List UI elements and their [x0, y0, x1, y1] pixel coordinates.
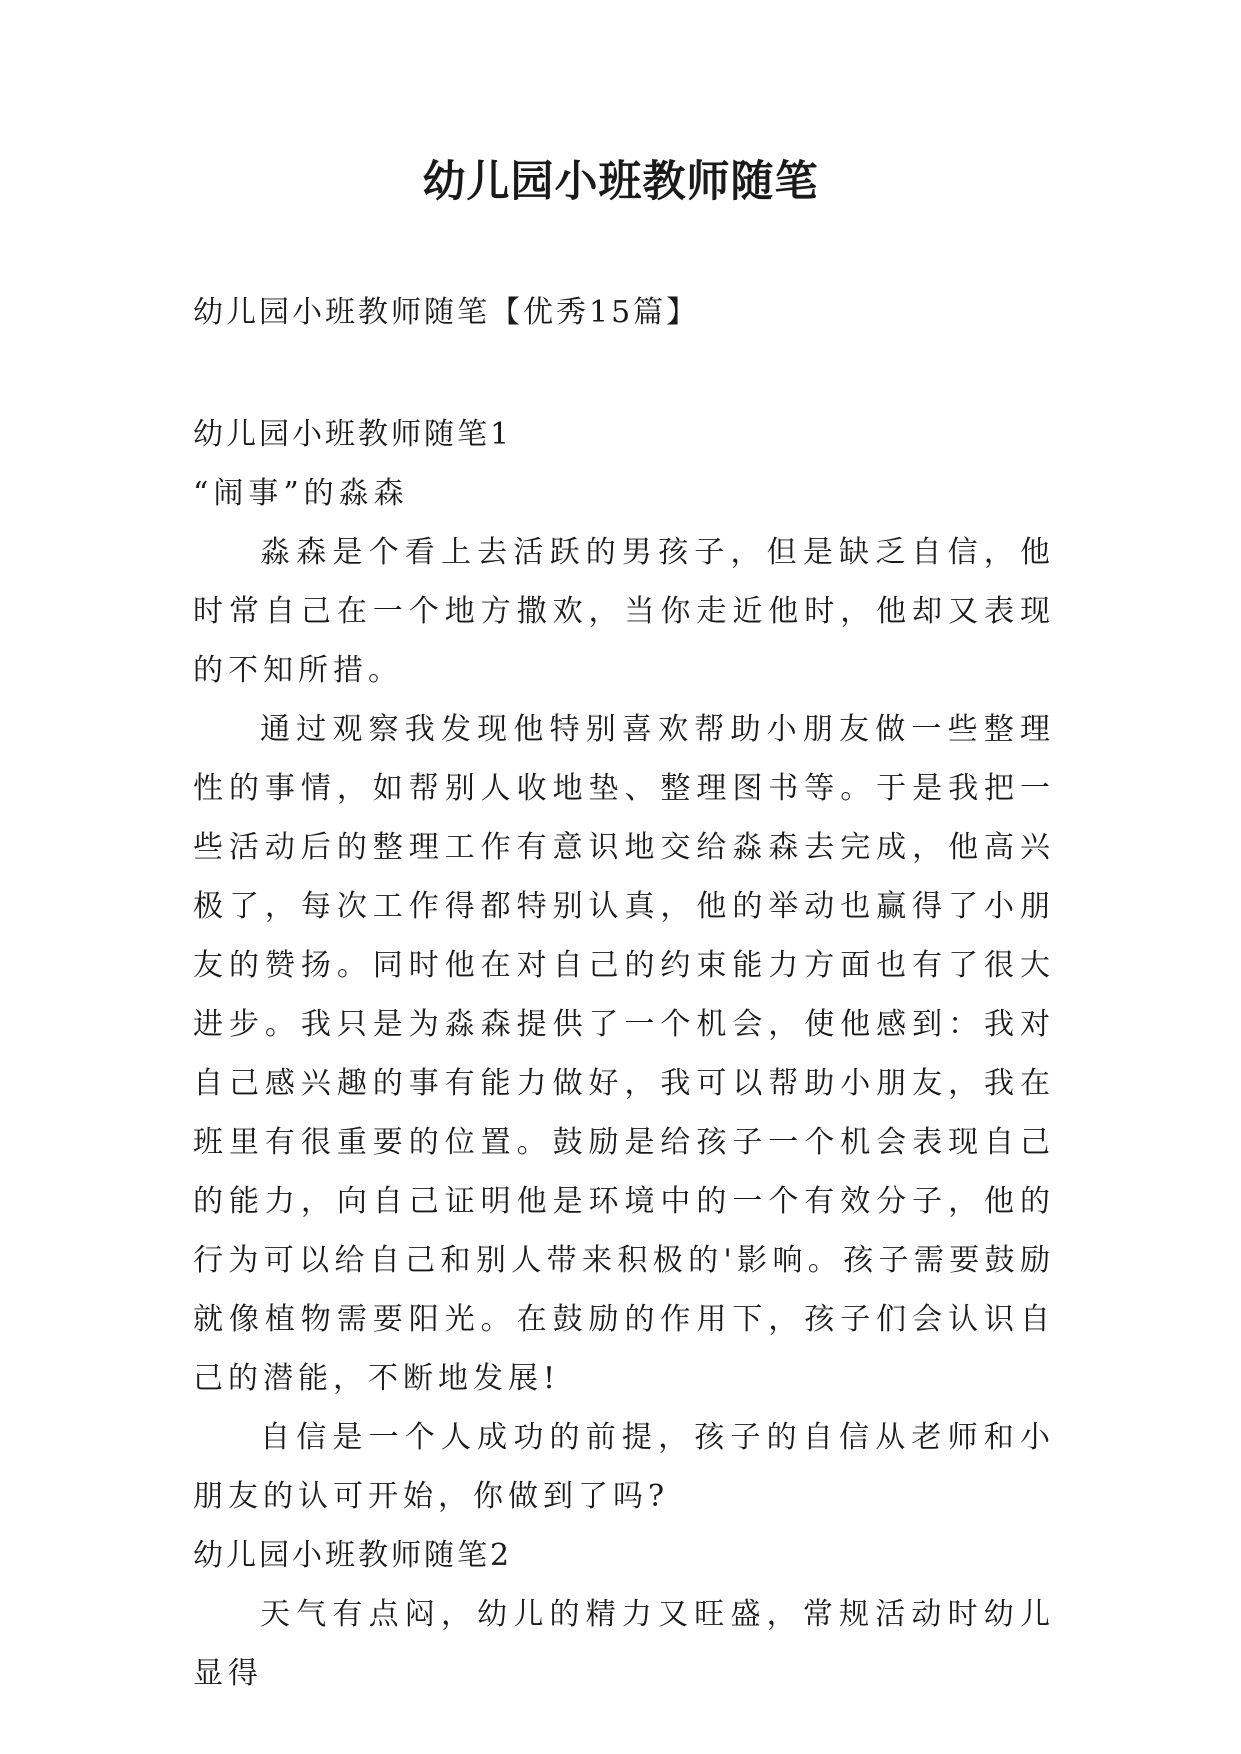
paragraph: 通过观察我发现他特别喜欢帮助小朋友做一些整理性的事情，如帮别人收地垫、整理图书等。于是我把一些活动后的整理工作有意识地交给淼森去完成，他高兴极了，每次工作得都特别认真，他的举动也赢得了小朋友的赞扬。同时他在对自己的约束能力方面也有了很大进步。我只是为淼森提供了一个机会，使他感到：我对自己感兴趣的事有能力做好，我可以帮助小朋友，我在班里有很重要的位置。鼓励是给孩子一个机会表现自己的能力，向自己证明他是环境中的一个有效分子，他的行为可以给自己和别人带来积极的'影响。孩子需要鼓励就像植物需要阳光。在鼓励的作用下，孩子们会认识自己的潜能，不断地发展!: [193, 712, 1055, 1396]
section-heading-2: 幼儿园小班教师随笔2: [193, 1538, 513, 1573]
paragraph: 淼森是个看上去活跃的男孩子，但是缺乏自信，他时常自己在一个地方撒欢，当你走近他时，他却又表现的不知所措。: [193, 535, 1055, 688]
story-title-1: “闹事”的淼森: [193, 476, 409, 511]
paragraph: 自信是一个人成功的前提，孩子的自信从老师和小朋友的认可开始，你做到了吗?: [193, 1420, 1055, 1514]
document-subtitle: 幼儿园小班教师随笔【优秀15篇】: [193, 295, 700, 330]
section-heading-1: 幼儿园小班教师随笔1: [193, 417, 513, 452]
paragraph: 天气有点闷，幼儿的精力又旺盛，常规活动时幼儿显得: [193, 1597, 1055, 1691]
document-title: 幼儿园小班教师随笔: [422, 157, 819, 207]
document-body: [193, 405, 1055, 1703]
